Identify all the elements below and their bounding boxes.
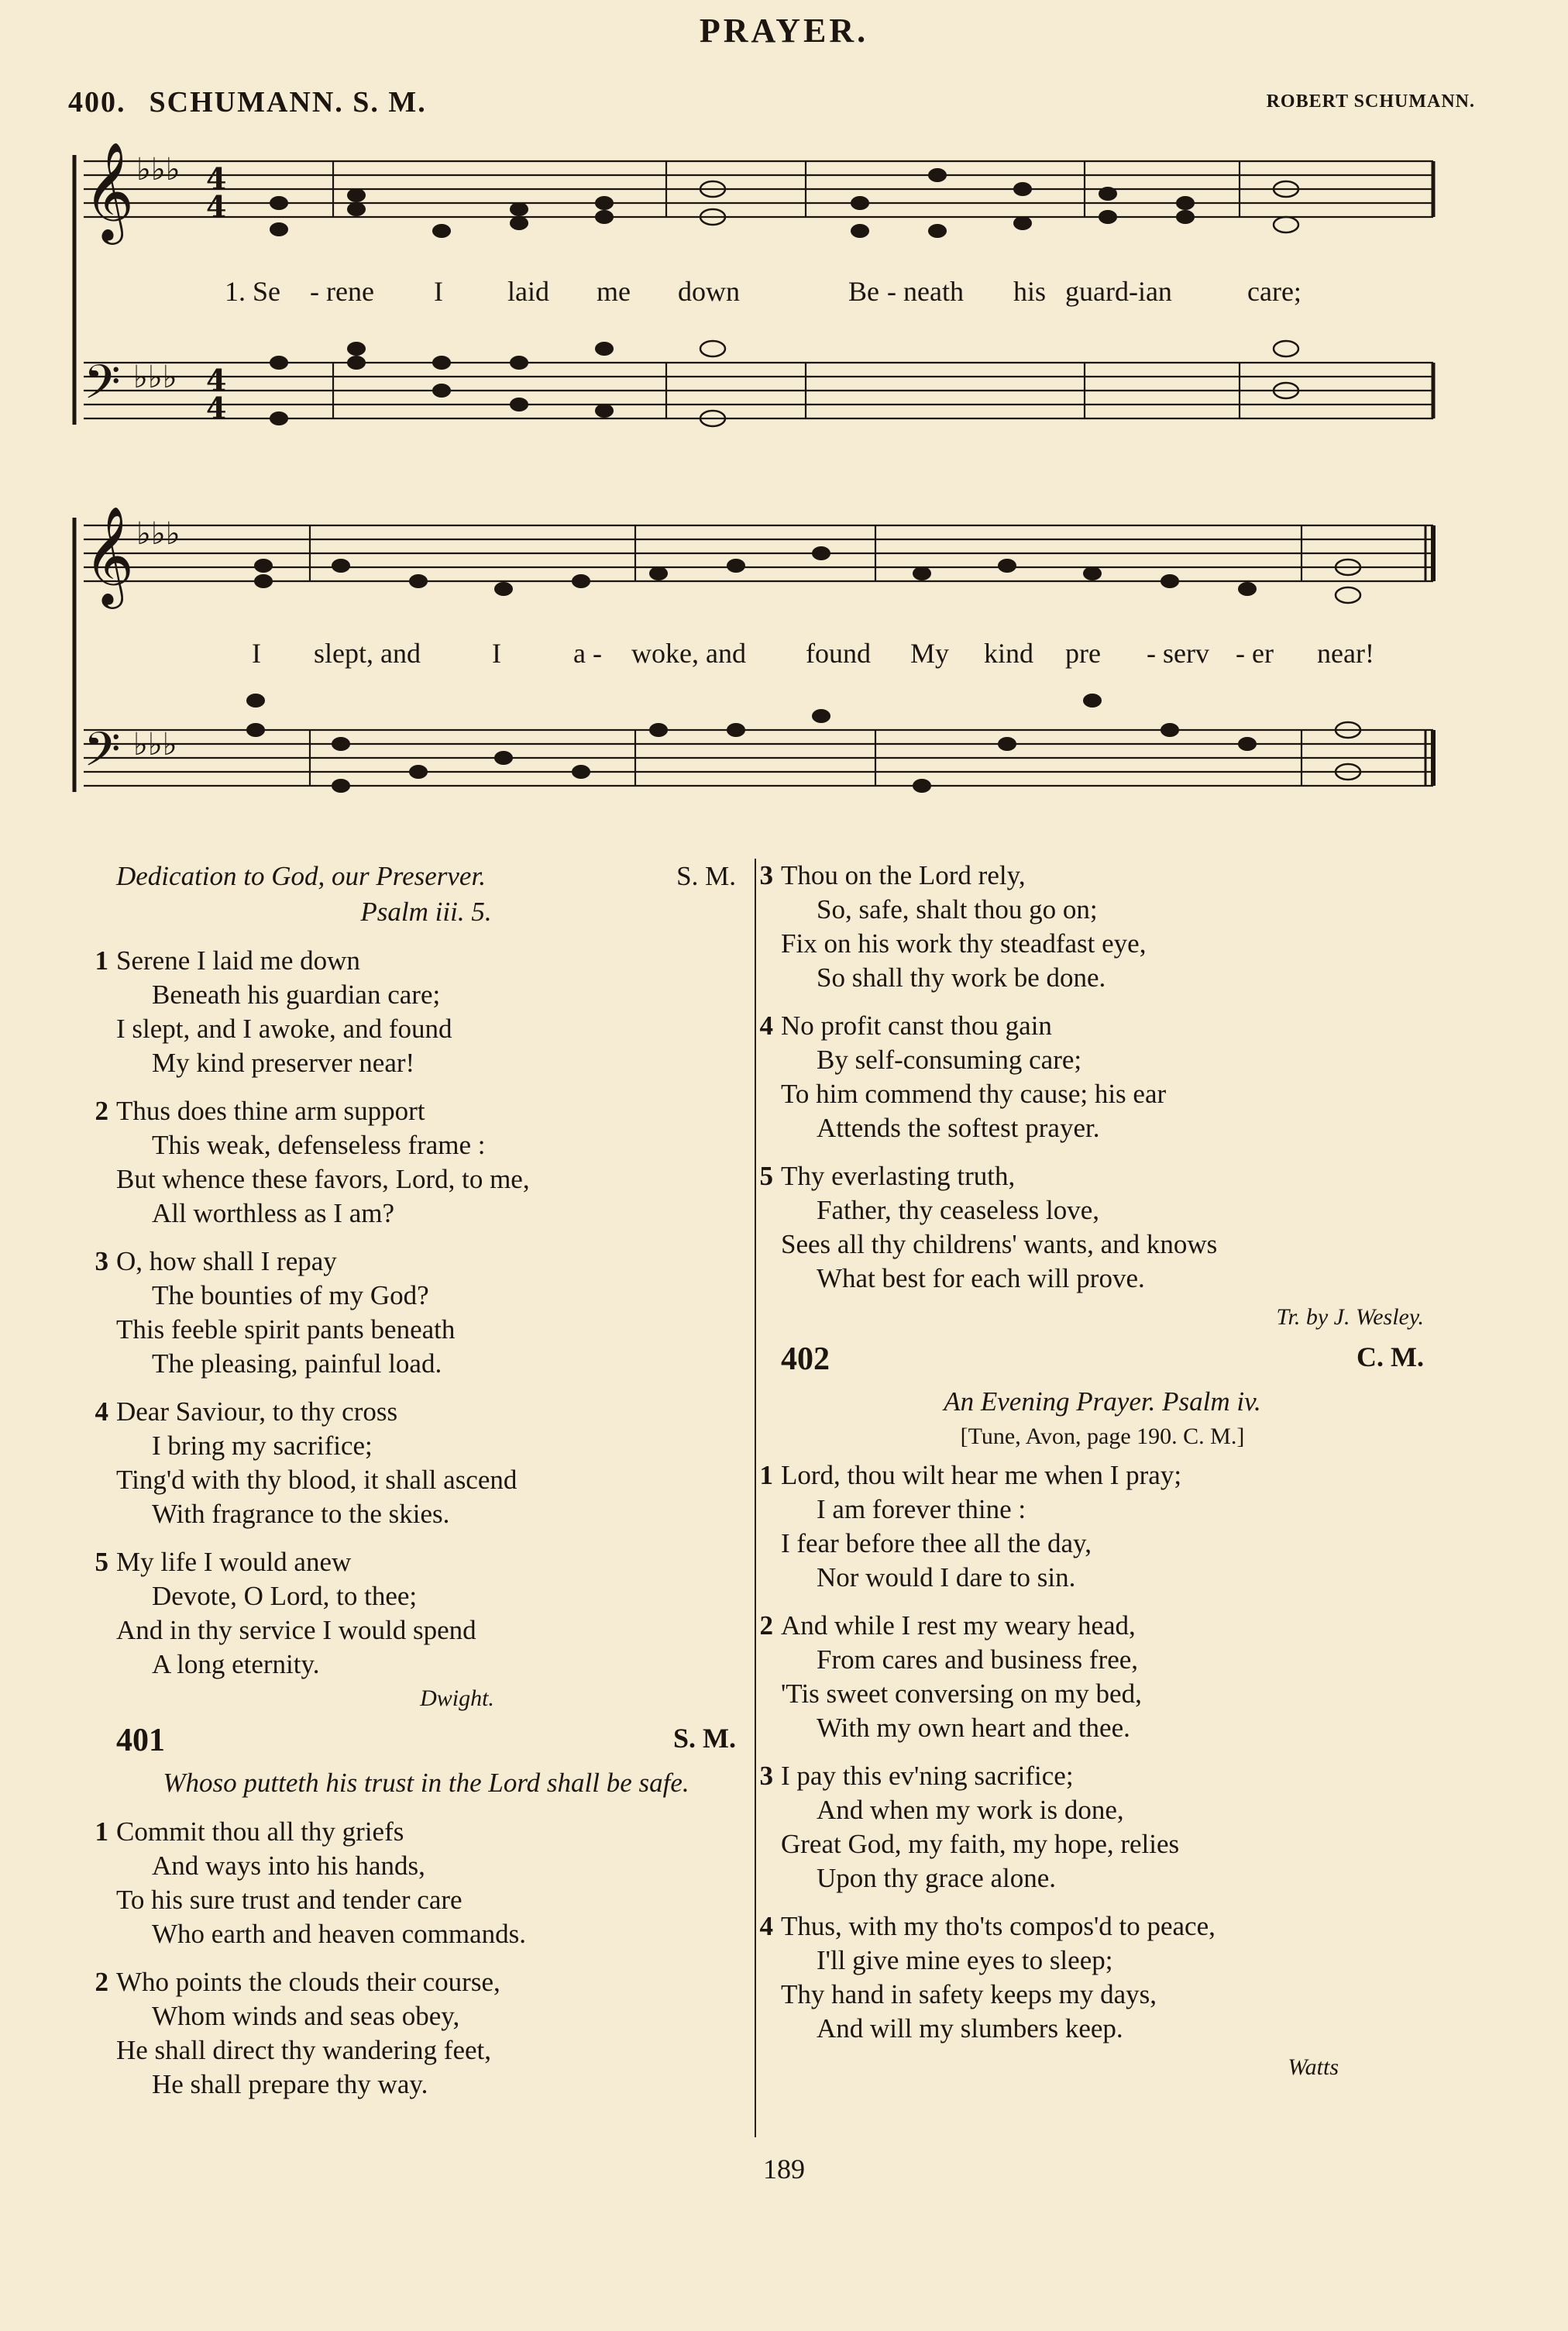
verse-line: Devote, O Lord, to thee;: [152, 1581, 418, 1611]
hymn-title: An Evening Prayer. Psalm iv.: [944, 1386, 1261, 1417]
verse-line: And in thy service I would spend: [116, 1615, 476, 1645]
verse-line: This weak, defenseless frame :: [152, 1130, 486, 1160]
stanza: [759, 859, 1424, 995]
verse-line: Serene I laid me down: [116, 945, 360, 976]
svg-text:♭♭♭: ♭♭♭: [136, 152, 181, 188]
stanza: [95, 1395, 736, 1531]
verse-line: And when my work is done,: [817, 1795, 1124, 1825]
tune-reference: [Tune, Avon, page 190. C. M.]: [960, 1424, 1245, 1449]
hymn-number: 402: [781, 1341, 830, 1377]
verse-line: To his sure trust and tender care: [116, 1885, 462, 1915]
verse-line: With my own heart and thee.: [817, 1713, 1130, 1743]
verse-line: From cares and business free,: [817, 1644, 1139, 1675]
verse-line: But whence these favors, Lord, to me,: [116, 1164, 530, 1194]
lyric-syllable: laid: [507, 276, 549, 307]
stanza: [759, 1009, 1424, 1145]
verse-line: And will my slumbers keep.: [817, 2013, 1123, 2043]
stanza-number: 4: [759, 1011, 773, 1041]
lyric-syllable: me: [597, 276, 631, 307]
lyric-syllable: - neath: [887, 276, 964, 307]
verse-line: Whom winds and seas obey,: [152, 2001, 460, 2031]
verse-line: And while I rest my weary head,: [781, 1610, 1136, 1641]
hymn-meter: S. M.: [673, 1723, 736, 1754]
verse-line: The bounties of my God?: [152, 1280, 429, 1310]
verse-line: My life I would anew: [116, 1547, 352, 1577]
svg-text:4: 4: [206, 363, 227, 398]
verse-line: Nor would I dare to sin.: [817, 1562, 1076, 1592]
svg-text:♭♭♭: ♭♭♭: [133, 360, 177, 395]
tune-composer: ROBERT SCHUMANN.: [1266, 91, 1475, 112]
stanza: [759, 1909, 1424, 2046]
stanza-number: 5: [759, 1161, 773, 1191]
verse-line: I fear before thee all the day,: [781, 1528, 1092, 1558]
hymn-402-number-line: [781, 1341, 1424, 1384]
hymn-author: Tr. by J. Wesley.: [1276, 1304, 1424, 1330]
treble-staff-2: [84, 525, 1433, 581]
stanza: [95, 1815, 736, 1951]
verse-line: Who points the clouds their course,: [116, 1967, 500, 1997]
tune-name: SCHUMANN. S. M.: [149, 86, 427, 119]
stanza: [95, 1245, 736, 1381]
stanza-number: 3: [759, 860, 773, 890]
bass-staff-1: [84, 363, 1433, 418]
bass-clef-icon: 𝄢: [84, 722, 121, 789]
lyric-syllable: guard-ian: [1065, 276, 1172, 307]
verse-line: What best for each will prove.: [817, 1263, 1145, 1293]
hymn-401-title: [116, 1765, 736, 1801]
verse-line: This feeble spirit pants beneath: [116, 1314, 456, 1345]
svg-text:4: 4: [206, 161, 227, 196]
verse-line: I bring my sacrifice;: [152, 1431, 373, 1461]
stanza: [95, 1545, 736, 1682]
lyric-syllable: I: [434, 276, 443, 307]
verse-line: Thy hand in safety keeps my days,: [781, 1979, 1157, 2009]
lyric-syllable: slept, and: [314, 638, 421, 669]
lyric-syllable: a -: [573, 638, 602, 669]
lyric-syllable: 1. Se: [225, 276, 280, 307]
verse-line: Thou on the Lord rely,: [781, 860, 1026, 890]
noteheads: [246, 168, 1257, 793]
hymn-title: Dedication to God, our Preserver.: [116, 861, 486, 891]
verse-line: He shall prepare thy way.: [152, 2069, 428, 2099]
verse-line: A long eternity.: [152, 1649, 320, 1679]
verse-line: So shall thy work be done.: [817, 962, 1106, 993]
verse-line: All worthless as I am?: [152, 1198, 394, 1228]
verse-line: Dear Saviour, to thy cross: [116, 1396, 398, 1427]
verse-line: So, safe, shalt thou go on;: [817, 894, 1098, 924]
right-column: [759, 859, 1424, 2085]
stanza-number: 4: [759, 1911, 773, 1941]
lyric-syllable: woke, and: [631, 638, 746, 669]
svg-text:4: 4: [206, 189, 227, 224]
verse-line: Ting'd with thy blood, it shall ascend: [116, 1465, 518, 1495]
verse-line: Father, thy ceaseless love,: [817, 1195, 1100, 1225]
stanza-number: 5: [95, 1547, 108, 1577]
tune-number: 400.: [68, 86, 126, 119]
hymn-title: Whoso putteth his trust in the Lord shall be safe.: [163, 1768, 689, 1798]
stanza-number: 4: [95, 1396, 108, 1427]
verse-line: O, how shall I repay: [116, 1246, 337, 1276]
lyric-syllable: kind: [984, 638, 1034, 669]
stanza: [95, 944, 736, 1080]
stanza-number: 1: [759, 1460, 773, 1490]
hymn-meter: C. M.: [1357, 1341, 1424, 1372]
stanza: [759, 1759, 1424, 1895]
verse-line: I pay this ev'ning sacrifice;: [781, 1761, 1074, 1791]
treble-staff-1: [84, 161, 1433, 217]
verse-line: I am forever thine :: [817, 1494, 1026, 1524]
svg-text:♭♭♭: ♭♭♭: [133, 727, 177, 763]
svg-text:4: 4: [206, 391, 227, 425]
verse-line: To him commend thy cause; his ear: [781, 1079, 1167, 1109]
verse-line: Commit thou all thy griefs: [116, 1816, 404, 1847]
verse-line: Thus does thine arm support: [116, 1096, 425, 1126]
hymn-402-title: [781, 1384, 1424, 1420]
verse-line: The pleasing, painful load.: [152, 1348, 442, 1379]
lyric-syllable: - er: [1236, 638, 1274, 669]
hymn-author: Dwight.: [420, 1685, 494, 1711]
lyric-syllable: his: [1013, 276, 1047, 307]
stanza: [759, 1458, 1424, 1595]
lyrics-line-2: [0, 637, 1568, 676]
verse-line: Thy everlasting truth,: [781, 1161, 1016, 1191]
verse-line: Attends the softest prayer.: [817, 1113, 1100, 1143]
verse-line: Lord, thou wilt hear me when I pray;: [781, 1460, 1182, 1490]
verse-line: Who earth and heaven commands.: [152, 1919, 527, 1949]
stanza-number: 3: [759, 1761, 773, 1791]
lyrics-line-1: [0, 275, 1568, 314]
verse-line: 'Tis sweet conversing on my bed,: [781, 1679, 1142, 1709]
stanza: [759, 1609, 1424, 1745]
score-svg: [0, 0, 1568, 845]
svg-text:♭♭♭: ♭♭♭: [136, 516, 181, 552]
bass-clef-icon: 𝄢: [84, 355, 121, 422]
verse-line: And ways into his hands,: [152, 1851, 425, 1881]
verse-line: I'll give mine eyes to sleep;: [817, 1945, 1113, 1975]
lyric-syllable: found: [806, 638, 871, 669]
running-head: PRAYER.: [699, 12, 869, 50]
lyric-syllable: care;: [1247, 276, 1302, 307]
hymn-psalm: Psalm iii. 5.: [360, 897, 492, 927]
lyric-syllable: - serv: [1147, 638, 1209, 669]
stanza-number: 2: [759, 1610, 773, 1641]
lyric-syllable: My: [910, 638, 950, 669]
hymn-400-heading: [116, 859, 736, 930]
verse-line: My kind preserver near!: [152, 1048, 415, 1078]
page-number: 189: [763, 2154, 805, 2185]
hymn-author: Watts: [1288, 2054, 1339, 2080]
half-notes: [700, 181, 1360, 780]
hymn-meter: S. M.: [676, 861, 736, 891]
lyric-syllable: I: [252, 638, 261, 669]
hymn-401-number-line: [116, 1722, 736, 1765]
stanza-number: 2: [95, 1967, 108, 1997]
stanza-number: 2: [95, 1096, 108, 1126]
stanza: [95, 1965, 736, 2102]
stanza-number: 3: [95, 1246, 108, 1276]
verse-line: With fragrance to the skies.: [152, 1499, 450, 1529]
stanza-number: 1: [95, 945, 108, 976]
verse-line: Fix on his work thy steadfast eye,: [781, 928, 1147, 959]
verse-line: Upon thy grace alone.: [817, 1863, 1057, 1893]
lyric-syllable: near!: [1317, 638, 1374, 669]
verse-line: Sees all thy childrens' wants, and knows: [781, 1229, 1218, 1259]
lyric-syllable: - rene: [310, 276, 374, 307]
verse-line: No profit canst thou gain: [781, 1011, 1052, 1041]
treble-clef-icon: 𝄞: [84, 141, 135, 240]
left-column: [95, 859, 736, 2102]
lyric-syllable: down: [678, 276, 740, 307]
bass-staff-2: [84, 730, 1433, 786]
stanza: [95, 1094, 736, 1231]
lyric-syllable: Be: [848, 276, 879, 307]
treble-clef-icon: 𝄞: [84, 505, 135, 604]
column-divider: [755, 859, 756, 2137]
verse-line: Beneath his guardian care;: [152, 980, 441, 1010]
verse-line: Thus, with my tho'ts compos'd to peace,: [781, 1911, 1216, 1941]
hymn-number: 401: [116, 1723, 165, 1758]
stanza: [759, 1159, 1424, 1296]
verse-line: Great God, my faith, my hope, relies: [781, 1829, 1180, 1859]
verse-line: By self-consuming care;: [817, 1045, 1082, 1075]
lyric-syllable: I: [492, 638, 501, 669]
lyric-syllable: pre: [1065, 638, 1101, 669]
verse-line: I slept, and I awoke, and found: [116, 1014, 452, 1044]
verse-line: He shall direct thy wandering feet,: [116, 2035, 491, 2065]
stanza-number: 1: [95, 1816, 108, 1847]
